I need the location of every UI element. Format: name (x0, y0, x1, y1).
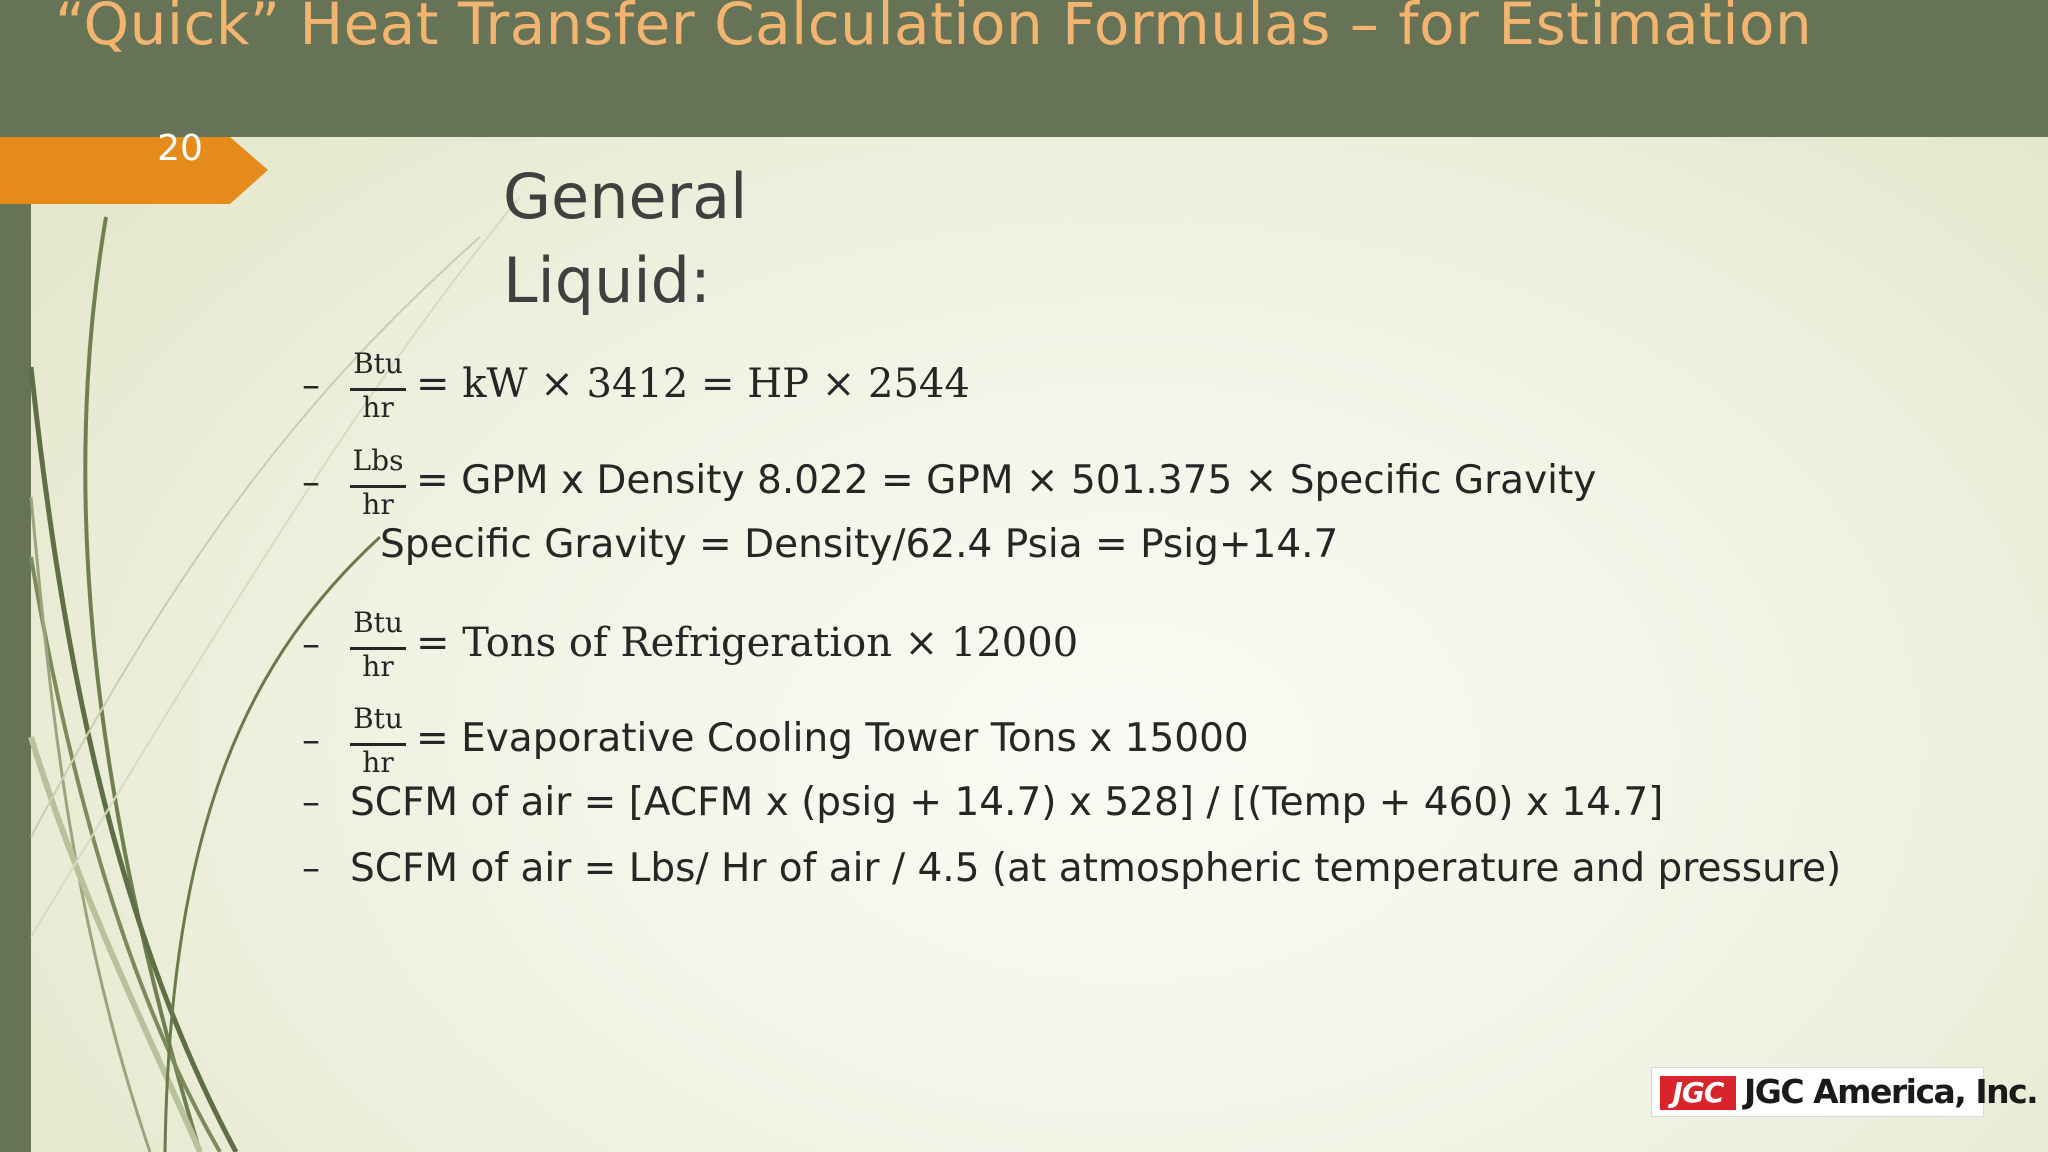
formula-expression: = Tons of Refrigeration × 12000 (416, 620, 1079, 666)
company-logo (1651, 1067, 2038, 1117)
fraction-numerator: Btu (353, 347, 403, 380)
formula-expression: = kW × 3412 = HP × 2544 (416, 361, 970, 407)
fraction-numerator: Btu (353, 606, 403, 639)
formula-row-btu-refrigeration (0, 602, 2048, 682)
bullet-dash: – (302, 782, 320, 823)
formula-expression: = Evaporative Cooling Tower Tons x 15000 (416, 716, 1249, 761)
formula-expression: = GPM x Density 8.022 = GPM × 501.375 × Specific Gravity (416, 458, 1597, 503)
fraction-denominator: hr (362, 746, 394, 779)
fraction-numerator: Lbs (352, 444, 404, 477)
bullet-dash: – (302, 624, 320, 665)
formula-row-lbs-gpm (0, 440, 2048, 520)
fraction (348, 347, 408, 433)
slide-title: “Quick” Heat Transfer Calculation Formulas – for Estimation (55, 0, 1813, 58)
page-number-tag (0, 137, 270, 204)
fraction-denominator: hr (362, 650, 394, 683)
fraction (348, 702, 408, 788)
fraction (348, 606, 408, 692)
bullet-dash: – (302, 848, 320, 889)
page-number: 20 (157, 128, 203, 169)
heading-line-1: General (503, 160, 748, 233)
bullet-dash: – (302, 462, 320, 503)
fraction-numerator: Btu (353, 702, 403, 735)
fraction-denominator: hr (362, 488, 394, 521)
formula-row-scfm-lbs (0, 846, 2048, 926)
formula-expression: SCFM of air = Lbs/ Hr of air / 4.5 (at atmospheric temperature and pressure) (350, 846, 1842, 891)
heading-line-2: Liquid: (503, 244, 711, 317)
fraction (348, 444, 408, 530)
formula-expression: SCFM of air = [ACFM x (psig + 14.7) x 528] / [(Temp + 460) x 14.7] (350, 780, 1664, 825)
logo-mark: JGC (1660, 1076, 1736, 1110)
title-bar (0, 0, 2048, 137)
formula-row-btu-cooling-tower (0, 698, 2048, 778)
fraction-denominator: hr (362, 391, 394, 424)
bullet-dash: – (302, 365, 320, 406)
section-heading (503, 155, 747, 323)
specific-gravity-psia-line: Specific Gravity = Density/62.4 Psia = Psig+14.7 (380, 522, 1339, 567)
logo-company-name: JGC America, Inc. (1744, 1072, 2038, 1111)
bullet-dash: – (302, 720, 320, 761)
formula-row-btu-kw (0, 343, 2048, 423)
